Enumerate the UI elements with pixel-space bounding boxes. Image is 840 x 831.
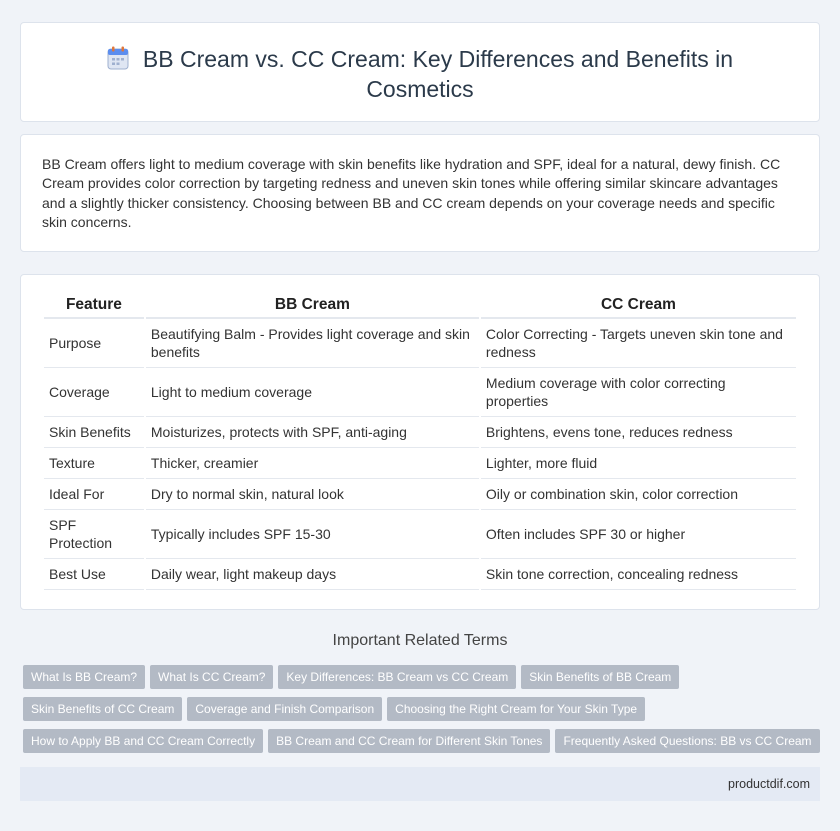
column-header-bb-cream: BB Cream xyxy=(146,292,479,319)
tag-faq[interactable]: Frequently Asked Questions: BB vs CC Cream xyxy=(555,729,819,753)
bb-cream-cell: Moisturizes, protects with SPF, anti-aging xyxy=(146,417,479,448)
tag-coverage-finish[interactable]: Coverage and Finish Comparison xyxy=(187,697,382,721)
column-header-feature: Feature xyxy=(44,292,144,319)
footer xyxy=(20,767,820,801)
table-row xyxy=(44,417,796,448)
cc-cream-cell: Lighter, more fluid xyxy=(481,448,796,479)
bb-cream-cell: Light to medium coverage xyxy=(146,368,479,417)
cc-cream-cell: Brightens, evens tone, reduces redness xyxy=(481,417,796,448)
tag-row xyxy=(23,665,823,697)
table-row xyxy=(44,368,796,417)
feature-cell: Ideal For xyxy=(44,479,144,510)
tag-row xyxy=(23,697,823,729)
bb-cream-cell: Dry to normal skin, natural look xyxy=(146,479,479,510)
tag-skin-benefits-cc[interactable]: Skin Benefits of CC Cream xyxy=(23,697,182,721)
cc-cream-cell: Medium coverage with color correcting properties xyxy=(481,368,796,417)
intro-card xyxy=(20,134,820,252)
table-header-row xyxy=(44,292,796,319)
title-card xyxy=(20,22,820,122)
table-row xyxy=(44,479,796,510)
tag-what-is-cc-cream[interactable]: What Is CC Cream? xyxy=(150,665,273,689)
intro-text: BB Cream offers light to medium coverage with skin benefits like hydration and SPF, ideal for a natural, dewy finish. CC Cream provides color correction by targeting redness and uneven skin tones while offering similar skincare advantages and a slightly thicker consistency. Choosing between BB and CC cream depends on your coverage needs and specific skin concerns. xyxy=(42,156,781,230)
tag-skin-tones[interactable]: BB Cream and CC Cream for Different Skin Tones xyxy=(268,729,550,753)
feature-cell: Texture xyxy=(44,448,144,479)
related-terms-list xyxy=(23,665,823,761)
bb-cream-cell: Beautifying Balm - Provides light coverage and skin benefits xyxy=(146,319,479,368)
cc-cream-cell: Color Correcting - Targets uneven skin tone and redness xyxy=(481,319,796,368)
table-row xyxy=(44,319,796,368)
page-title xyxy=(21,44,819,104)
calendar-icon xyxy=(107,46,129,70)
tag-how-to-apply[interactable]: How to Apply BB and CC Cream Correctly xyxy=(23,729,263,753)
bb-cream-cell: Typically includes SPF 15-30 xyxy=(146,510,479,559)
cc-cream-cell: Often includes SPF 30 or higher xyxy=(481,510,796,559)
tag-key-differences[interactable]: Key Differences: BB Cream vs CC Cream xyxy=(278,665,516,689)
bb-cream-cell: Daily wear, light makeup days xyxy=(146,559,479,590)
feature-cell: Skin Benefits xyxy=(44,417,144,448)
column-header-cc-cream: CC Cream xyxy=(481,292,796,319)
tag-choosing-cream[interactable]: Choosing the Right Cream for Your Skin Type xyxy=(387,697,645,721)
feature-cell: Best Use xyxy=(44,559,144,590)
feature-cell: SPF Protection xyxy=(44,510,144,559)
cc-cream-cell: Skin tone correction, concealing redness xyxy=(481,559,796,590)
comparison-card xyxy=(20,274,820,610)
table-row xyxy=(44,448,796,479)
related-terms-heading: Important Related Terms xyxy=(332,632,508,649)
tag-what-is-bb-cream[interactable]: What Is BB Cream? xyxy=(23,665,145,689)
table-row xyxy=(44,510,796,559)
footer-site-link[interactable]: productdif.com xyxy=(728,777,810,791)
feature-cell: Coverage xyxy=(44,368,144,417)
cc-cream-cell: Oily or combination skin, color correction xyxy=(481,479,796,510)
feature-cell: Purpose xyxy=(44,319,144,368)
title-line-1: BB Cream vs. CC Cream: Key Differences and Benefits in xyxy=(142,46,734,72)
title-line-2: Cosmetics xyxy=(366,76,474,102)
table-row xyxy=(44,559,796,590)
tag-row xyxy=(23,729,823,761)
comparison-table xyxy=(42,292,798,590)
bb-cream-cell: Thicker, creamier xyxy=(146,448,479,479)
tag-skin-benefits-bb[interactable]: Skin Benefits of BB Cream xyxy=(521,665,679,689)
